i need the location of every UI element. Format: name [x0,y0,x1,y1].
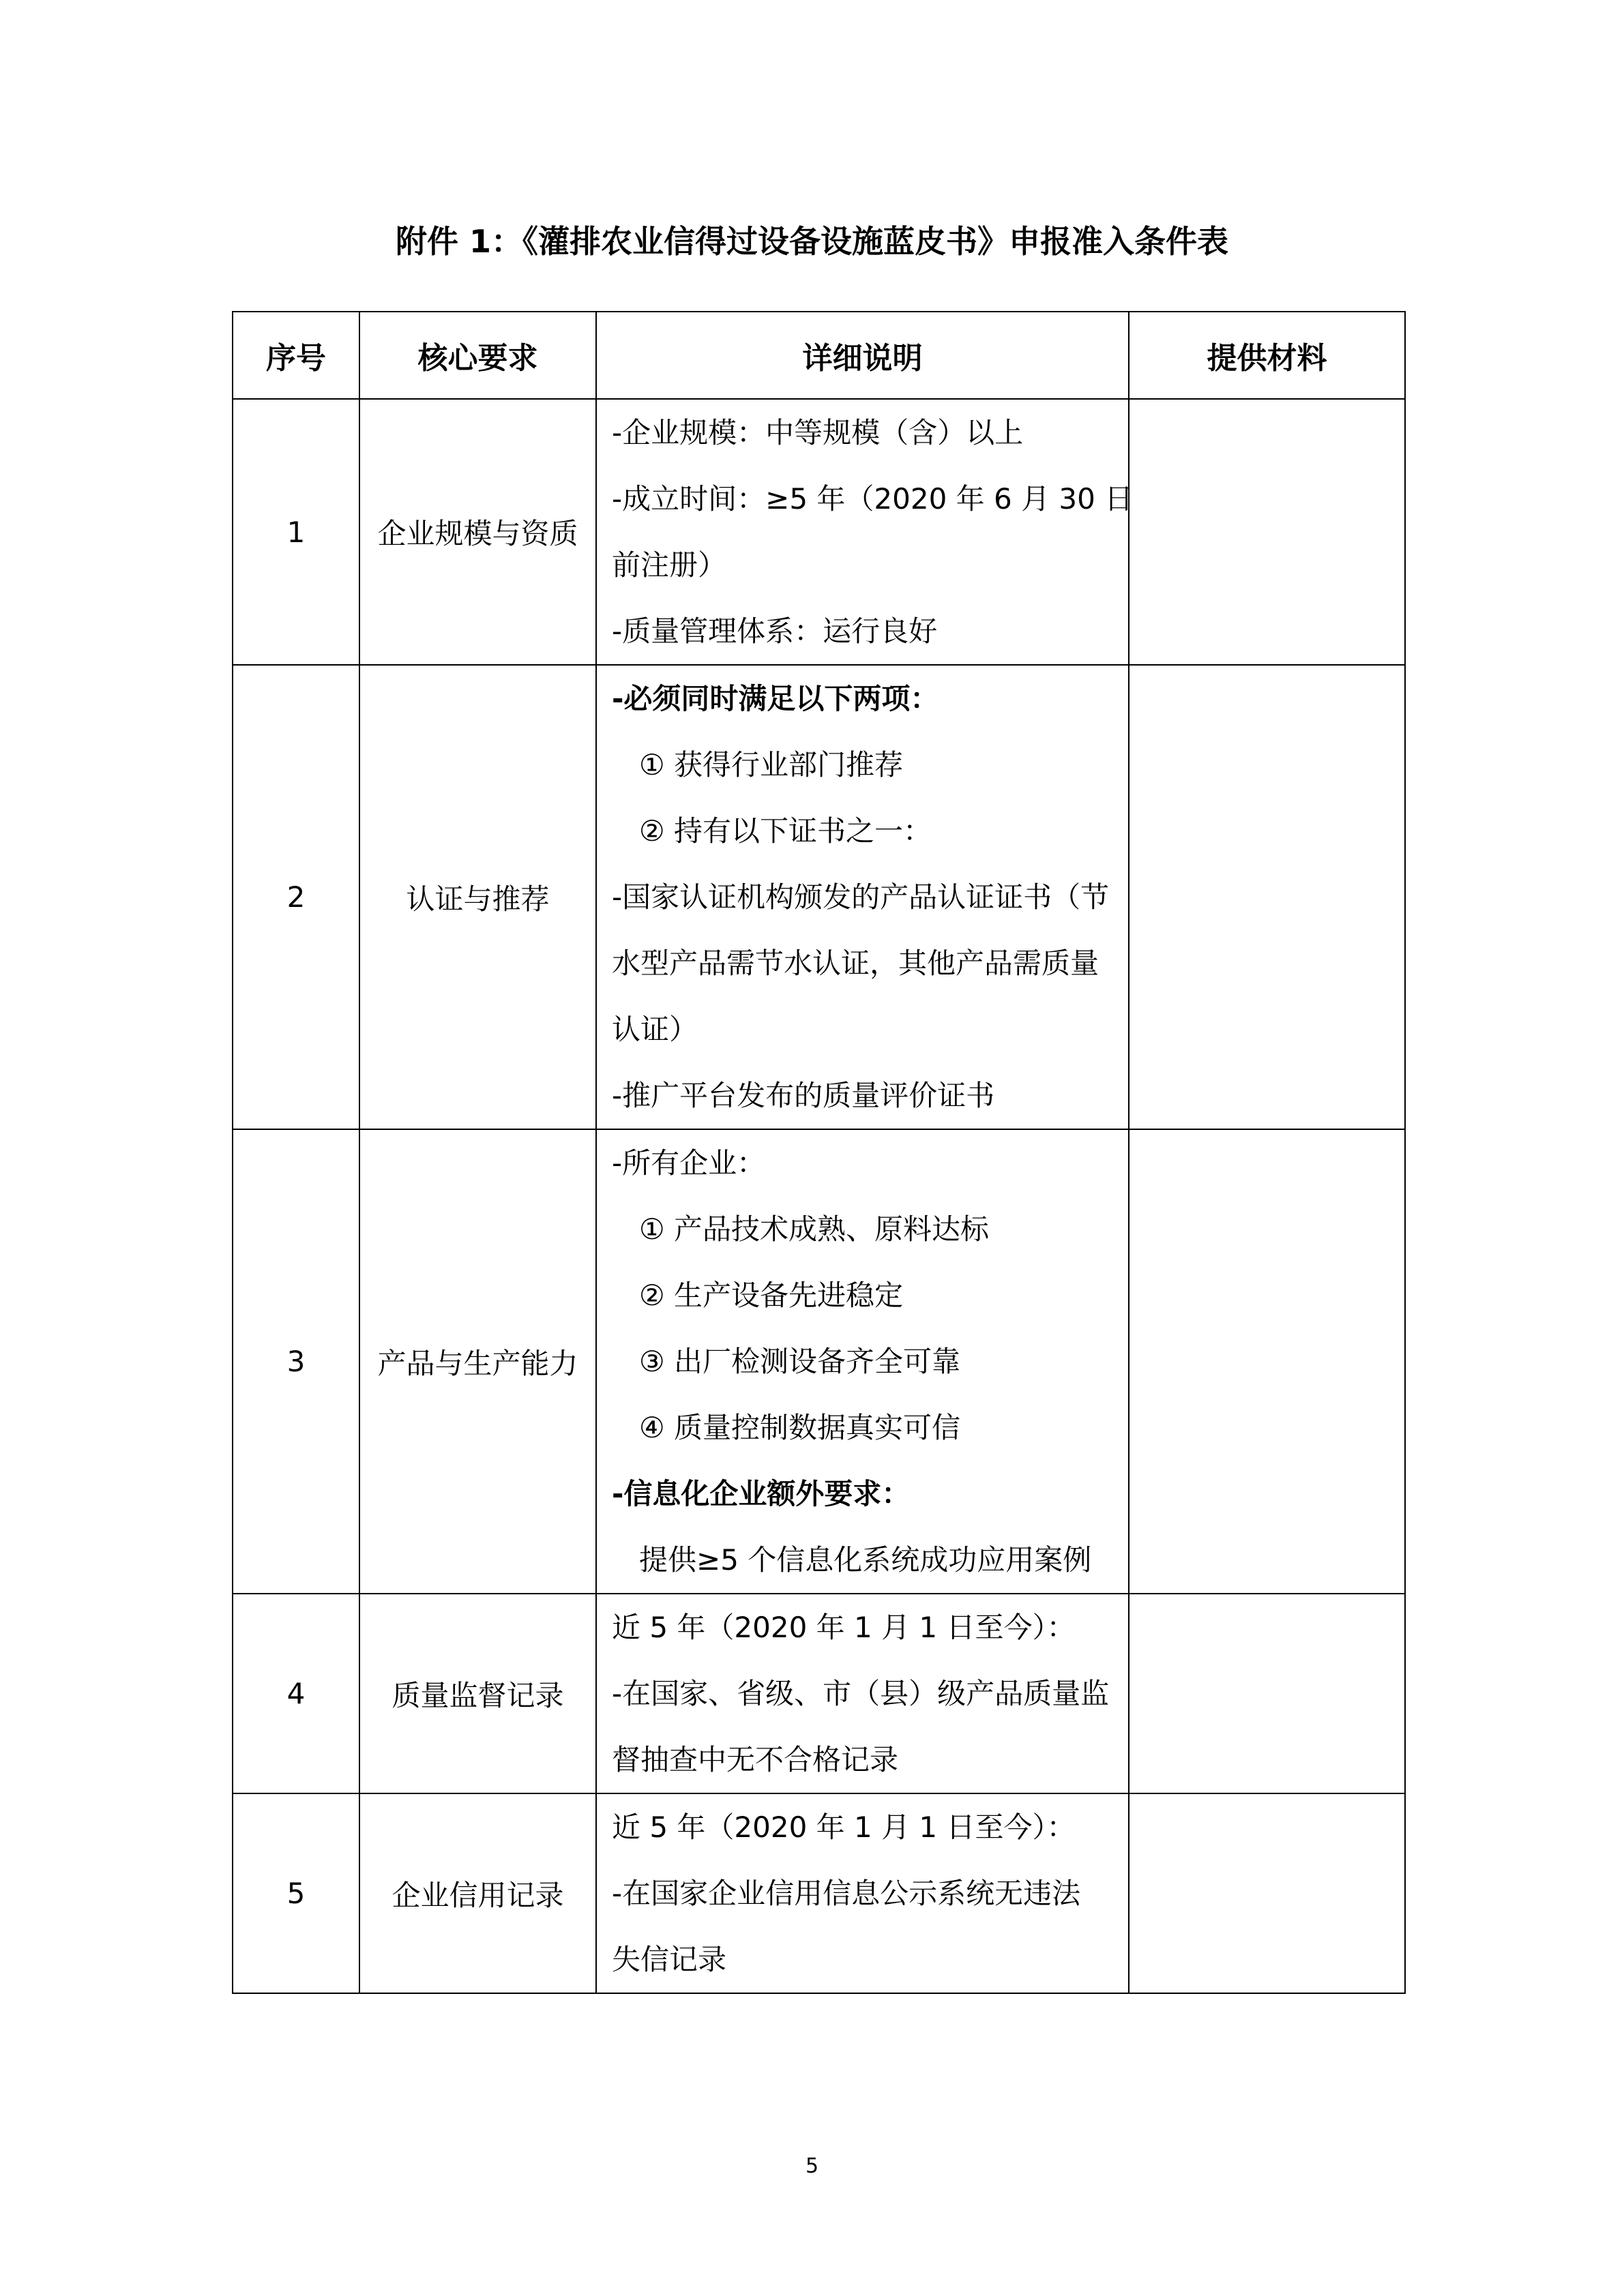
table-header-row [233,312,1405,399]
detail-line: 近 5 年（2020 年 1 月 1 日至今）： [612,1810,1076,1844]
header-details: 详细说明 [596,312,1129,399]
detail-line: -质量管理体系：运行良好 [612,614,938,648]
detail-line: ① 获得行业部门推荐 [639,748,904,781]
requirements-table [232,311,1406,1994]
materials-cell [1129,399,1405,665]
detail-line: -在国家企业信用信息公示系统无违法 [612,1877,1081,1910]
details-cell [596,1129,1129,1594]
header-materials: 提供材料 [1129,312,1405,399]
detail-line: -成立时间：≥5 年（2020 年 6 月 30 日 [612,482,1134,516]
detail-line: -企业规模：中等规模（含）以上 [612,416,1024,449]
detail-line: 近 5 年（2020 年 1 月 1 日至今）： [612,1611,1076,1644]
details-cell [596,665,1129,1129]
table-row [233,1793,1405,1993]
row-number-cell: 1 [233,399,359,665]
details-cell [596,1594,1129,1793]
row-number-cell: 5 [233,1793,359,1993]
detail-line: 水型产品需节水认证，其他产品需质量 [612,946,1099,980]
table-body [233,399,1405,1993]
detail-line: ④ 质量控制数据真实可信 [639,1411,961,1444]
detail-line: ① 产品技术成熟、原料达标 [639,1212,990,1246]
detail-line: -推广平台发布的质量评价证书 [612,1079,995,1112]
detail-line: 前注册） [612,548,727,582]
detail-line: 督抽查中无不合格记录 [612,1743,899,1776]
detail-line: ③ 出厂检测设备齐全可靠 [639,1345,961,1378]
table-row [233,1129,1405,1594]
detail-line: -国家认证机构颁发的产品认证证书（节 [612,880,1110,914]
table-row [233,399,1405,665]
header-no: 序号 [233,312,359,399]
page-number: 5 [805,2154,819,2178]
requirement-cell: 认证与推荐 [359,665,596,1129]
details-cell [596,1793,1129,1993]
requirement-cell: 企业信用记录 [359,1793,596,1993]
detail-line: -在国家、省级、市（县）级产品质量监 [612,1677,1110,1710]
detail-line: 提供≥5 个信息化系统成功应用案例 [639,1543,1092,1577]
detail-line: -必须同时满足以下两项： [612,682,939,715]
row-number-cell: 2 [233,665,359,1129]
header-requirement: 核心要求 [359,312,596,399]
detail-line: -信息化企业额外要求： [612,1477,911,1510]
detail-line: ② 持有以下证书之一： [639,814,932,848]
detail-line: 认证） [612,1013,698,1046]
row-number-cell: 4 [233,1594,359,1793]
requirement-cell: 产品与生产能力 [359,1129,596,1594]
row-number-cell: 3 [233,1129,359,1594]
materials-cell [1129,1793,1405,1993]
details-cell [596,399,1134,665]
table-row [233,1594,1405,1793]
requirement-cell: 质量监督记录 [359,1594,596,1793]
materials-cell [1129,665,1405,1129]
detail-line: -所有企业： [612,1146,766,1180]
table-row [233,665,1405,1129]
detail-line: ② 生产设备先进稳定 [639,1279,904,1312]
materials-cell [1129,1594,1405,1793]
materials-cell [1129,1129,1405,1594]
page-title: 附件 1：《灌排农业信得过设备设施蓝皮书》申报准入条件表 [395,223,1229,260]
requirement-cell: 企业规模与资质 [359,399,596,665]
detail-line: 失信记录 [612,1943,727,1976]
